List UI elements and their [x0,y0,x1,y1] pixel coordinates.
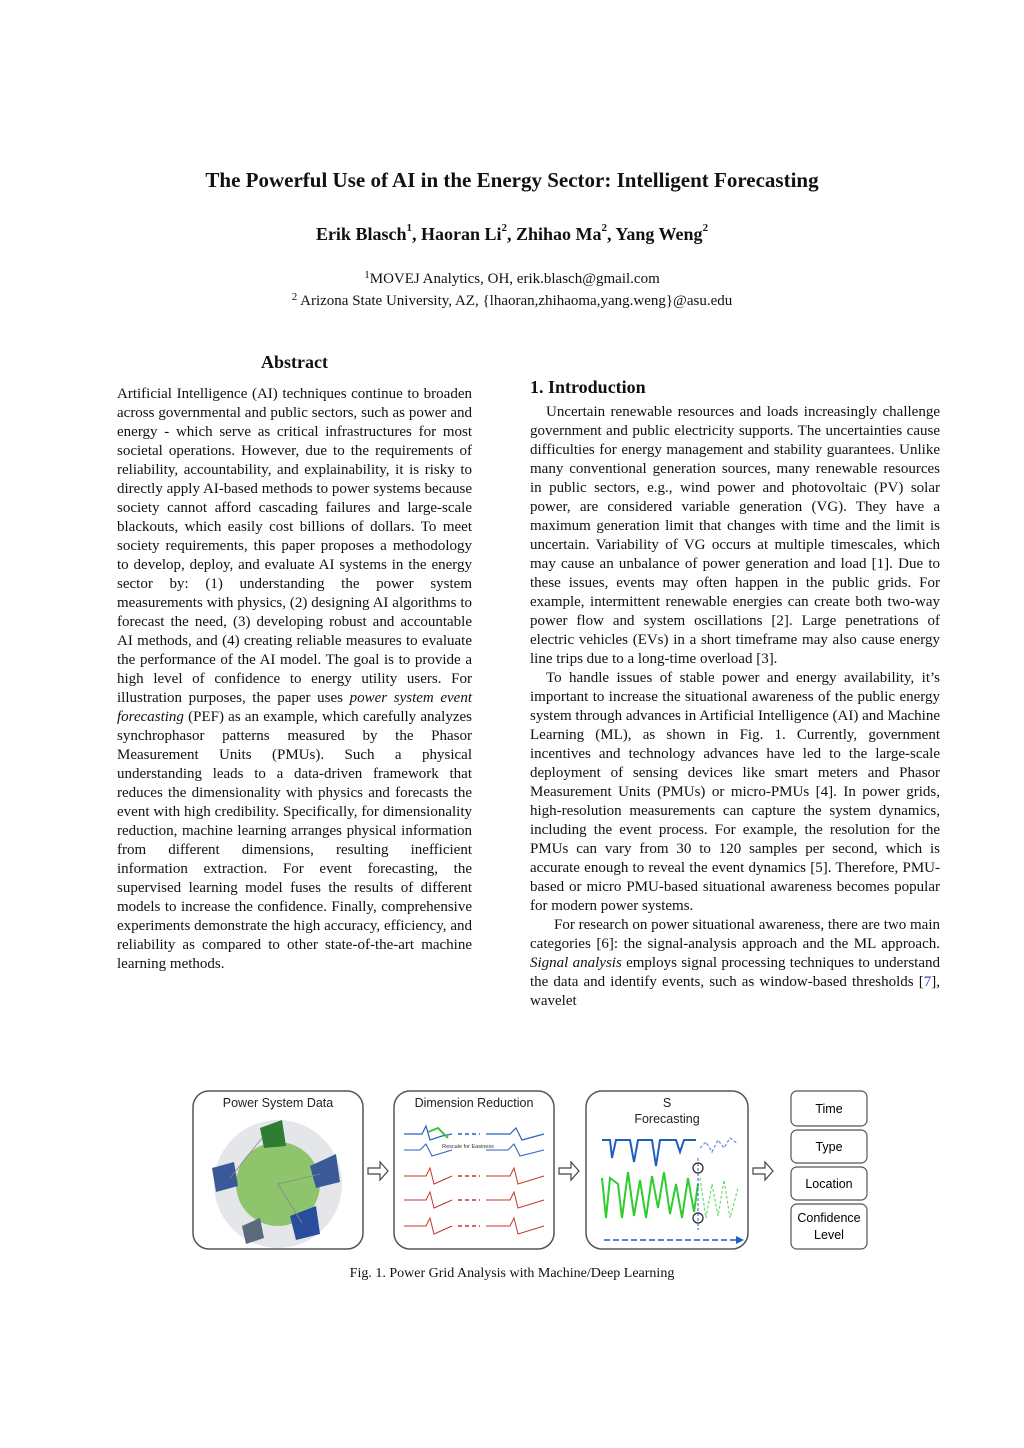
intro-paragraph-1: Uncertain renewable resources and loads increasingly challenge government and public electricity supports. The uncertainties cause difficulties for energy management and stability guarantees. Unlike many conventional generation sources, many renewable resources in public sectors, e.g., wind power and photovoltaic (PV) solar power, are considered variable generation (VG). They have a maximum generation limit that changes with time and the limit is uncertain. Variability of VG occurs at multiple timescales, which may cause an unbalance of power generation and load [1]. Due to these issues, events may often happen in the public grids. For example, intermittent renewable energies can create both two-way power flow and system oscillations [2]. Large penetrations of electric vehicles (EVs) in a short timeframe may also cause energy line trips due to a long-time overload [3]. [530,404,940,667]
panel-title: Dimension Reduction [414,1096,534,1110]
figure-1 [190,1088,870,1252]
intro-paragraph-3: For research on power situational awareness, there are two main categories [6]: the signal-analysis approach and the ML approach. Signal analysis employs signal processing techniques to understand the data and identify events, such as window-based thresholds [7], wavelet [530,917,940,1009]
panel-dimension-reduction [394,1091,554,1249]
abstract-heading: Abstract [261,352,328,372]
abstract-body: Artificial Intelligence (AI) techniques continue to broaden across governmental and public sectors, such as power and energy - which serve as critical infrastructures for most societal operations. However, due to the requirements of reliability, accountability, and explainability, it is risky to directly apply AI-based methods to power systems because society cannot afford cascading failures and large-scale blackouts, which easily cost billions of dollars. To meet society requirements, this paper proposes a methodology to develop, deploy, and evaluate AI systems in the energy sector by: (1) understanding the power system measurements with physics, (2) designing AI algorithms to forecast the need, (3) developing robust and accountable AI methods, and (4) creating reliable measures to evaluate the performance of the AI model. The goal is to provide a high level of confidence to energy utility users. For illustration purposes, the paper uses power system event forecasting (PEF) as an example, which carefully analyzes synchrophasor patterns measured by the Phasor Measurement Units (PMUs). Such a physical understanding leads to a data-driven framework that reduces the dimensionality with physics and forecasts the event with high credibility. Specifically, for dimensionality reduction, machine learning arranges physical information from different dimensions, resulting inefficient information extraction. For event forecasting, the supervised learning model fuses the results of different models to increase the confidence. Finally, comprehensive experiments demonstrate the high accuracy, efficiency, and reliability as compared to other state-of-the-art machine learning methods. [117,386,473,972]
panel-title: Power System Data [222,1096,334,1110]
introduction-heading: 1. Introduction [530,377,646,397]
author-affiliation-mark: 2 [601,222,608,234]
svg-text:Forecasting: Forecasting [634,1112,700,1126]
abstract-italic-term: power system event forecasting [117,690,473,725]
rescale-label: Rescale for Easiness [442,1144,494,1150]
output-location: Location [805,1177,853,1191]
introduction-body [530,403,940,1011]
author-affiliation-mark: 2 [501,222,507,234]
paper-title: The Powerful Use of AI in the Energy Sector: Intelligent Forecasting [205,168,819,192]
output-boxes [791,1091,867,1249]
output-time: Time [815,1102,843,1116]
author-list: Erik Blasch$^1$, Haoran Li$^2$, Zhihao Ma$^2$, Yang Weng$^2$ [315,222,709,244]
panel-power-system-data [193,1091,363,1249]
citation-link[interactable]: 7 [923,974,932,990]
output-type: Type [815,1140,843,1154]
svg-text:Level: Level [814,1228,844,1242]
affiliation-1: $^1$MOVEJ Analytics, OH, erik.blasch@gmail.com [364,269,660,287]
author-name: Zhihao Ma [515,224,602,244]
flow-arrow-icon [368,1162,388,1180]
intro-paragraph-2: To handle issues of stable power and energy availability, it’s important to increase the situational awareness of the public energy system through advances in Artificial Intelligence (AI) and Machine Learning (ML), as shown in Fig. 1. Currently, government incentives and technology advances have led to the large-scale deployment of sensing devices like smart meters and Phasor Measurement Units (PMUs) or micro-PMUs [4]. In power grids, high-resolution measurements can capture the system dynamics, including the event process. For example, the resolution for the PMUs can vary from 30 to 120 samples per second, which is accurate enough to reveal the event dynamics [5]. Therefore, PMU-based or micro PMU-based situational awareness becomes popular for modern power systems. [530,670,940,914]
affiliation-2: $^2$ Arizona State University, AZ, {lhaoran,zhihaoma,yang.weng}@asu.edu [291,291,733,309]
figure-caption: Fig. 1. Power Grid Analysis with Machine/Deep Learning [349,1266,675,1281]
author-name: Haoran Li [420,224,502,244]
output-confidence: Confidence [797,1211,861,1225]
author-affiliation-mark: 2 [702,222,709,234]
author-name: Erik Blasch [315,224,407,244]
flow-arrow-icon [753,1162,773,1180]
panel-title: S [662,1096,672,1110]
flow-arrow-icon [559,1162,579,1180]
panel-supervised-event-forecasting [586,1091,748,1249]
author-name: Yang Weng [615,224,703,244]
author-affiliation-mark: 1 [406,222,412,234]
